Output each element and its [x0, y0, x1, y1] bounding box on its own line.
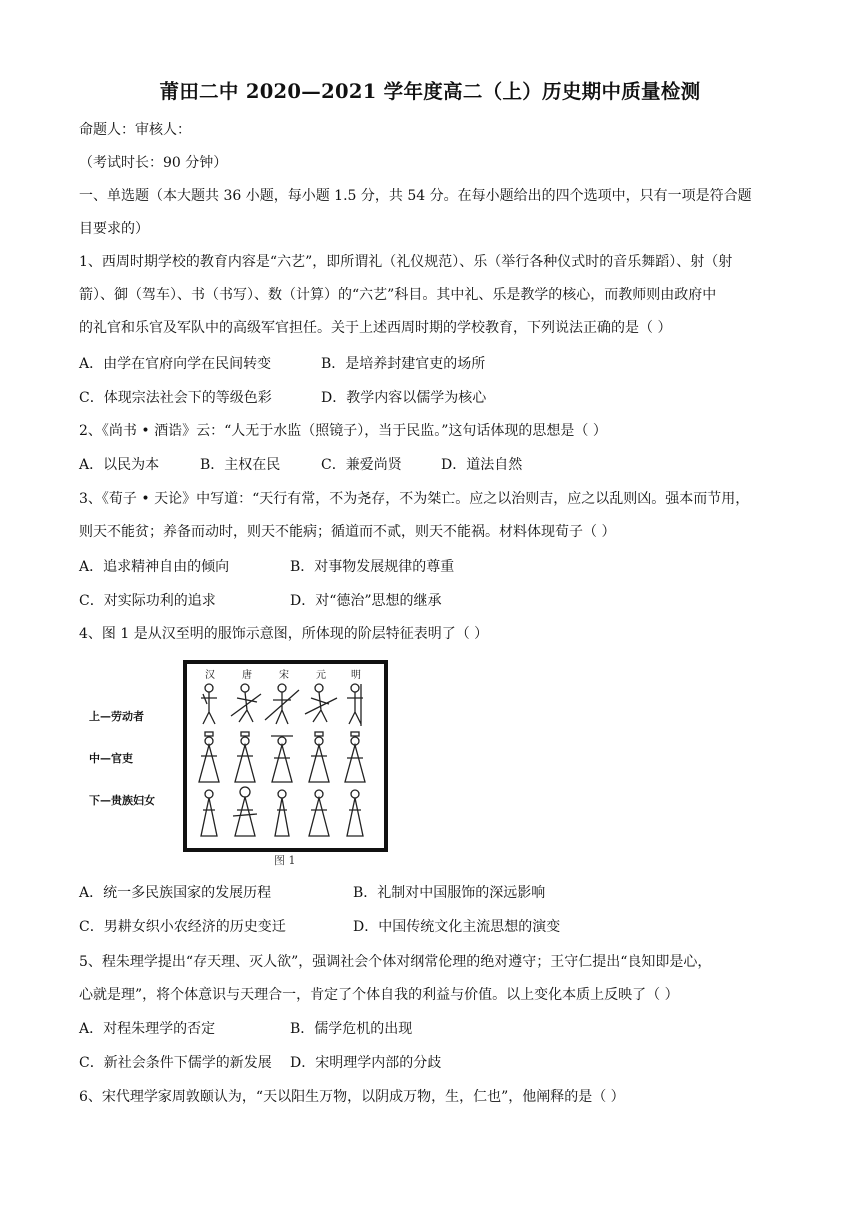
- figure-column-song: 宋: [279, 670, 289, 681]
- figure-column-yuan: 元: [316, 670, 326, 681]
- question-4-option-c: C．男耕女织小农经济的历史变迁: [79, 919, 286, 935]
- figure-1-caption: 图 1: [274, 854, 296, 867]
- section-heading-line2: 目要求的）: [79, 221, 149, 237]
- question-5-option-a: A．对程朱理学的否定: [79, 1021, 216, 1037]
- laborer-figures: [201, 684, 363, 726]
- question-2-option-a: A．以民为本: [79, 457, 160, 473]
- figure-row-label-laborers: 上—劳动者: [89, 710, 144, 723]
- question-1-line2: 箭）、御（驾车）、书（书写）、数（计算）的“六艺”科目。其中礼、乐是教学的核心，而教师则由政府中: [79, 287, 717, 303]
- question-6-line1: 6、宋代理学家周敦颐认为，“天以阳生万物，以阴成万物，生，仁也”，他阐释的是（ ）: [79, 1089, 625, 1105]
- question-2-option-d: D．道法自然: [441, 457, 523, 473]
- figure-1-costume-illustration: [183, 660, 388, 852]
- question-4-option-d: D．中国传统文化主流思想的演变: [353, 919, 561, 935]
- figure-column-tang: 唐: [242, 670, 252, 681]
- question-3-option-d: D．对“德治”思想的继承: [290, 593, 442, 609]
- question-3-option-b: B．对事物发展规律的尊重: [290, 559, 455, 575]
- exam-title: 莆田二中 2020—2021 学年度高二（上）历史期中质量检测: [159, 80, 701, 103]
- section-heading-line1: 一、单选题（本大题共 36 小题，每小题 1.5 分，共 54 分。在每小题给出的四个选项中，只有一项是符合题: [79, 188, 752, 204]
- question-3-option-c: C．对实际功利的追求: [79, 593, 216, 609]
- official-figures: [199, 732, 365, 782]
- question-2-option-b: B．主权在民: [200, 457, 281, 473]
- question-1-option-d: D．教学内容以儒学为核心: [321, 390, 487, 406]
- figure-row-label-officials: 中—官吏: [89, 752, 133, 765]
- exam-duration: （考试时长：90 分钟）: [79, 155, 228, 171]
- question-5-line2: 心就是理”，将个体意识与天理合一，肯定了个体自我的利益与价值。以上变化本质上反映了（ ）: [79, 987, 679, 1003]
- question-3-line2: 则天不能贫；养备而动时，则天不能病；循道而不贰，则天不能祸。材料体现荀子（ ）: [79, 524, 616, 540]
- question-1-option-b: B．是培养封建官吏的场所: [321, 356, 486, 372]
- question-2-line1: 2、《尚书 • 酒诰》云：“人无于水监（照镜子），当于民监。”这句话体现的思想是（ ）: [79, 423, 607, 439]
- question-4-line1: 4、图 1 是从汉至明的服饰示意图，所体现的阶层特征表明了（ ）: [79, 626, 489, 642]
- figure-column-han: 汉: [205, 670, 215, 681]
- question-5-line1: 5、程朱理学提出“存天理、灭人欲”，强调社会个体对纲常伦理的绝对遵守；王守仁提出“良知即是心，: [79, 954, 712, 970]
- question-1-option-c: C．体现宗法社会下的等级色彩: [79, 390, 272, 406]
- exam-authors: 命题人：审核人：: [79, 122, 191, 138]
- figure-row-label-noblewomen: 下—贵族妇女: [89, 794, 155, 807]
- question-3-line1: 3、《荀子 • 天论》中写道：“天行有常，不为尧存，不为桀亡。应之以治则吉，应之以乱则凶。强本而节用，: [79, 491, 750, 507]
- question-5-option-b: B．儒学危机的出现: [290, 1021, 413, 1037]
- question-1-line3: 的礼官和乐官及军队中的高级军官担任。关于上述西周时期的学校教育，下列说法正确的是（ ）: [79, 320, 672, 336]
- noblewoman-figures: [201, 787, 363, 836]
- question-4-option-b: B．礼制对中国服饰的深远影响: [353, 885, 546, 901]
- question-5-option-d: D．宋明理学内部的分歧: [290, 1055, 442, 1071]
- question-4-option-a: A．统一多民族国家的发展历程: [79, 885, 272, 901]
- figure-costume-drawings: [187, 664, 384, 848]
- question-2-option-c: C．兼爱尚贤: [321, 457, 402, 473]
- question-5-option-c: C．新社会条件下儒学的新发展: [79, 1055, 272, 1071]
- question-3-option-a: A．追求精神自由的倾向: [79, 559, 230, 575]
- figure-column-ming: 明: [351, 670, 361, 681]
- question-1-line1: 1、西周时期学校的教育内容是“六艺”，即所谓礼（礼仪规范）、乐（举行各种仪式时的音乐舞蹈）、射（射: [79, 254, 733, 270]
- question-1-option-a: A．由学在官府向学在民间转变: [79, 356, 272, 372]
